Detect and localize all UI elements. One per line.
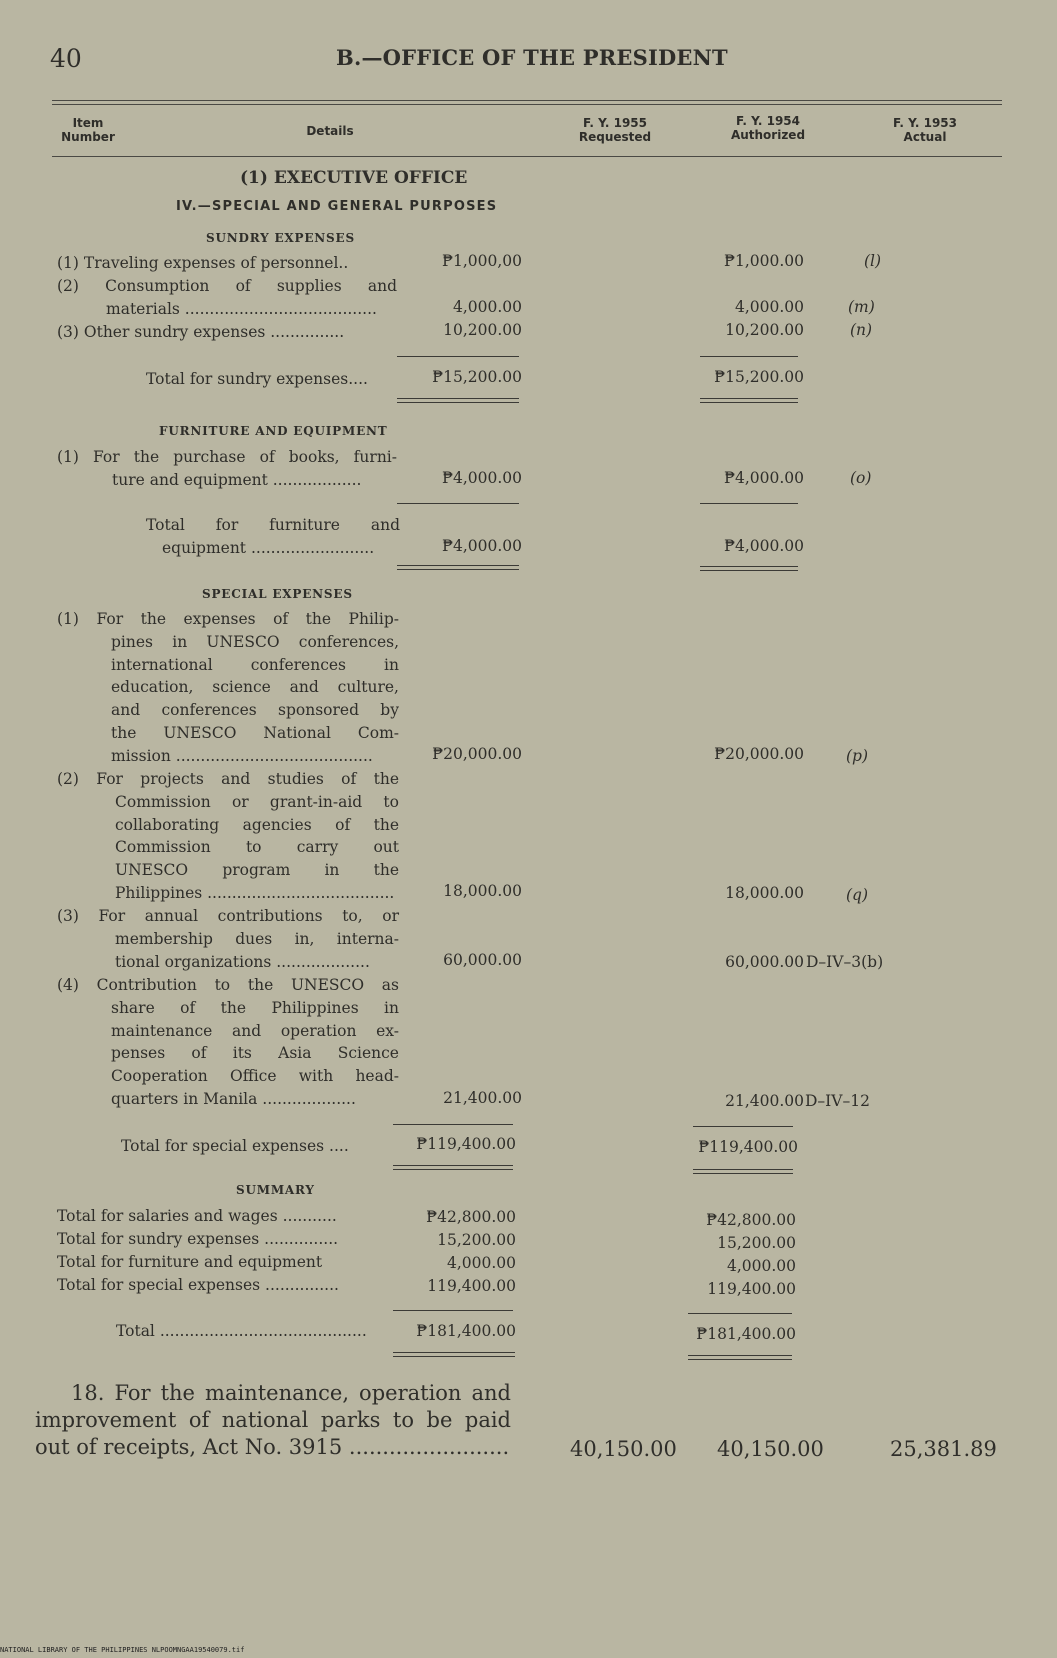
sundry-total-label: Total for sundry expenses....: [146, 370, 368, 388]
item-18-requested: 40,150.00: [570, 1437, 677, 1461]
special-item-2-label: (2) For projects and studies of the Commission or grant-in-aid to collaborating agencies of the Commission to carry out UNESCO program in the Philippines ......................................: [57, 770, 399, 902]
furniture-total-authorized: ₱4,000.00: [724, 537, 804, 555]
furniture-total-double-rule: [397, 565, 519, 570]
summary-row-special-label: Total for special expenses ...............: [57, 1276, 339, 1294]
summary-total-double-rule-auth: [688, 1355, 792, 1360]
special-item-3-note: D–IV–3(b): [806, 953, 884, 971]
summary-total-label: Total ..........................................: [116, 1322, 367, 1340]
column-header-details: Details: [306, 124, 354, 138]
summary-row-furniture-details: 4,000.00: [446, 1254, 516, 1272]
sundry-item-1-note: (l): [864, 252, 882, 270]
page-number: 40: [50, 44, 82, 73]
column-header-fy1953: F. Y. 1953 Actual: [892, 116, 957, 144]
special-item-3-label: (3) For annual contributions to, or membership dues in, interna- tional organizations ...................: [57, 907, 399, 971]
summary-row-sundry-details: 15,200.00: [437, 1231, 516, 1249]
furniture-item-1-authorized: ₱4,000.00: [724, 469, 804, 487]
summary-row-salaries-authorized: ₱42,800.00: [706, 1211, 796, 1229]
sundry-total-authorized: ₱15,200.00: [714, 368, 804, 386]
summary-total-authorized: ₱181,400.00: [696, 1325, 796, 1343]
special-item-1-label: (1) For the expenses of the Philip- pines in UNESCO conferences, international conferences in education, science and culture, and conferences sponsored by the UNESCO National Com- mission ........................................: [57, 610, 399, 765]
sundry-total-double-rule-auth: [700, 398, 798, 403]
column-header-item-number: Item Number: [61, 116, 115, 144]
header-rule-top: [52, 100, 1002, 101]
summary-row-special-authorized: 119,400.00: [707, 1280, 796, 1298]
column-header-fy1955: F. Y. 1955 Requested: [578, 116, 652, 144]
sundry-item-2-label-cont: materials .......................................: [106, 300, 377, 318]
special-total-authorized: ₱119,400.00: [698, 1138, 798, 1156]
summary-total-details: ₱181,400.00: [416, 1322, 516, 1340]
summary-row-salaries-details: ₱42,800.00: [426, 1208, 516, 1226]
sundry-item-3-label: (3) Other sundry expenses ...............: [57, 323, 345, 341]
scan-footer: NATIONAL LIBRARY OF THE PHILIPPINES NLPOOMNGAA19540079.tif: [0, 1646, 245, 1654]
sundry-item-2-note: (m): [848, 298, 875, 316]
special-item-3-authorized: 60,000.00: [725, 953, 804, 971]
special-total-double-rule: [393, 1165, 513, 1170]
summary-subtotal-rule: [393, 1310, 513, 1311]
special-total-double-rule-auth: [693, 1169, 793, 1174]
summary-subtotal-rule-auth: [688, 1313, 792, 1314]
special-item-3-details: 60,000.00: [443, 951, 522, 969]
furniture-total-details: ₱4,000.00: [442, 537, 522, 555]
page-title: B.—OFFICE OF THE PRESIDENT: [336, 45, 728, 70]
furniture-item-1-label-cont: ture and equipment ..................: [112, 471, 362, 489]
sundry-subtotal-rule: [397, 356, 519, 357]
sundry-item-2-details: 4,000.00: [452, 298, 522, 316]
summary-row-special-details: 119,400.00: [427, 1277, 516, 1295]
item-18-actual: 25,381.89: [890, 1437, 997, 1461]
item-18-authorized: 40,150.00: [717, 1437, 824, 1461]
special-item-4-details: 21,400.00: [443, 1089, 522, 1107]
sundry-item-2-authorized: 4,000.00: [734, 298, 804, 316]
special-heading: SPECIAL EXPENSES: [202, 587, 353, 601]
sundry-item-1-details: ₱1,000,00: [442, 252, 522, 270]
furniture-total-label: Total for furniture and: [146, 516, 400, 534]
summary-total-double-rule: [393, 1352, 515, 1357]
summary-row-furniture-label: Total for furniture and equipment: [57, 1253, 323, 1271]
furniture-subtotal-rule: [397, 503, 519, 504]
special-item-2-details: 18,000.00: [443, 882, 522, 900]
special-item-1-authorized: ₱20,000.00: [714, 745, 804, 763]
sundry-item-1-authorized: ₱1,000.00: [724, 252, 804, 270]
summary-row-furniture-authorized: 4,000.00: [726, 1257, 796, 1275]
sundry-item-3-authorized: 10,200.00: [725, 321, 804, 339]
header-rule-bottom: [52, 156, 1002, 157]
special-subtotal-rule: [393, 1124, 513, 1125]
special-total-details: ₱119,400.00: [416, 1135, 516, 1153]
furniture-item-1-details: ₱4,000.00: [442, 469, 522, 487]
item-18-description: 18. For the maintenance, operation and improvement of national parks to be paid out of receipts, Act No. 3915 ........................: [35, 1381, 511, 1459]
special-item-4-label: (4) Contribution to the UNESCO as share of the Philippines in maintenance and operation ex- penses of its Asia Science Cooperation Office with head- quarters in Manila ...................: [57, 976, 399, 1108]
special-item-1-note: (p): [846, 747, 869, 765]
sundry-item-3-details: 10,200.00: [443, 321, 522, 339]
sundry-item-1-label: (1) Traveling expenses of personnel..: [57, 254, 349, 272]
sundry-total-double-rule: [397, 398, 519, 403]
furniture-item-1-label: (1) For the purchase of books, furni-: [57, 448, 397, 466]
special-item-4-authorized: 21,400.00: [725, 1092, 804, 1110]
sundry-total-details: ₱15,200.00: [432, 368, 522, 386]
sundry-item-2-label: (2) Consumption of supplies and: [57, 277, 397, 295]
section-title: (1) EXECUTIVE OFFICE: [240, 168, 468, 188]
furniture-subtotal-rule-auth: [700, 503, 798, 504]
summary-row-sundry-authorized: 15,200.00: [717, 1234, 796, 1252]
furniture-heading: FURNITURE AND EQUIPMENT: [159, 424, 388, 438]
sundry-item-3-note: (n): [850, 321, 873, 339]
special-subtotal-rule-auth: [693, 1126, 793, 1127]
summary-heading: SUMMARY: [236, 1183, 315, 1197]
special-item-4-note: D–IV–12: [805, 1092, 870, 1110]
sundry-heading: SUNDRY EXPENSES: [206, 231, 355, 245]
furniture-total-label-cont: equipment .........................: [162, 539, 375, 557]
sundry-subtotal-rule-auth: [700, 356, 798, 357]
special-item-2-authorized: 18,000.00: [725, 884, 804, 902]
special-item-1-details: ₱20,000.00: [432, 745, 522, 763]
summary-row-sundry-label: Total for sundry expenses ...............: [57, 1230, 339, 1248]
special-total-label: Total for special expenses ....: [121, 1137, 349, 1155]
furniture-total-double-rule-auth: [700, 566, 798, 571]
furniture-item-1-note: (o): [850, 469, 872, 487]
section-subtitle: IV.—SPECIAL AND GENERAL PURPOSES: [176, 199, 498, 214]
column-header-fy1954: F. Y. 1954 Authorized: [730, 114, 806, 142]
header-rule-top-2: [52, 104, 1002, 105]
special-item-2-note: (q): [846, 886, 869, 904]
summary-row-salaries-label: Total for salaries and wages ...........: [57, 1207, 337, 1225]
